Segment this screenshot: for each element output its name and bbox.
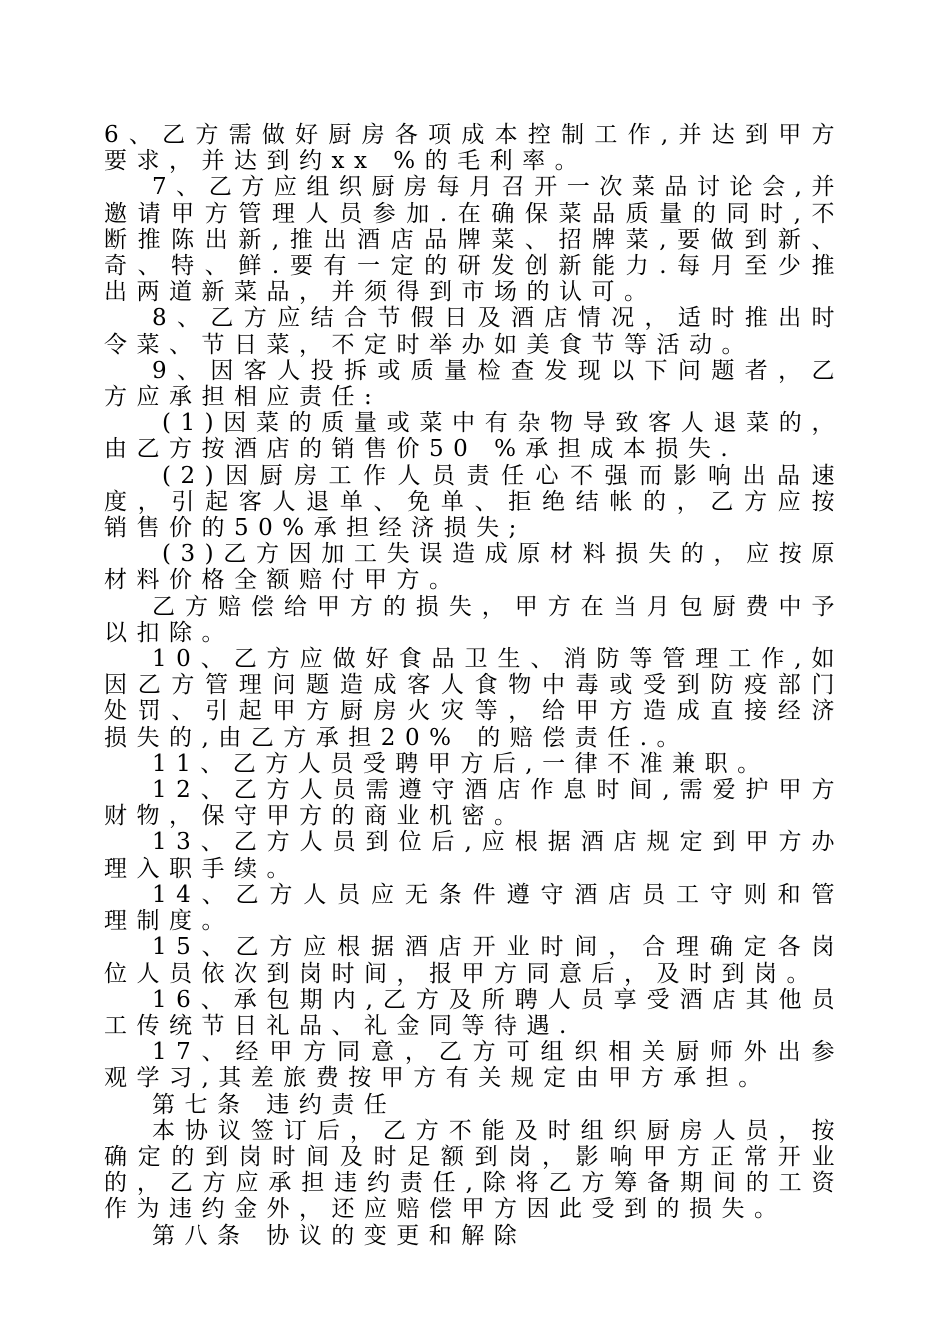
clause-11: 11、乙方人员受聘甲方后,一律不准兼职。 (152, 750, 770, 777)
clause-9-deduction: 乙方赔偿给甲方的损失，甲方在当月包厨费中予以扣除。 (104, 593, 844, 646)
clause-16: 16、承包期内,乙方及所聘人员享受酒店其他员工传统节日礼品、礼金同等待遇. (104, 986, 844, 1039)
article-7-body: 本协议签订后，乙方不能及时组织厨房人员，按确定的到岗时间及时足额到岗，影响甲方正常开业的，乙方应承担违约责任,除将乙方筹备期间的工资作为违约金外，还应赔偿甲方因此受到的损失。 (104, 1117, 844, 1223)
clause-9: 9、因客人投拆或质量检查发现以下问题者，乙方应承担相应责任: (104, 357, 844, 411)
clause-10: 10、乙方应做好食品卫生、消防等管理工作,如因乙方管理问题造成客人食物中毒或受到防疫部门处罚、引起甲方厨房火灾等，给甲方造成直接经济损失的,由乙方承担20% 的赔偿责任.。 (104, 646, 844, 751)
clause-6: 6、乙方需做好厨房各项成本控制工作,并达到甲方要求，并达到约xx %的毛利率。 (104, 122, 844, 175)
clause-8: 8、乙方应结合节假日及酒店情况，适时推出时令菜、节日菜，不定时举办如美食节等活动。 (104, 305, 844, 358)
clause-9-item-2: (2)因厨房工作人员责任心不强而影响出品速度，引起客人退单、免单、拒绝结帐的，乙方应按销售价的50%承担经济损失; (104, 462, 844, 542)
clause-7: 7、乙方应组织厨房每月召开一次菜品讨论会,并邀请甲方管理人员参加.在确保菜品质量的同时,不断推陈出新,推出酒店品牌菜、招牌菜,要做到新、奇、特、鲜.要有一定的研发创新能力.每月至少推出两道新菜品，并须得到市场的认可。 (104, 174, 844, 306)
clause-17: 17、经甲方同意，乙方可组织相关厨师外出参观学习,其差旅费按甲方有关规定由甲方承担。 (104, 1039, 844, 1092)
article-8-heading: 第八条 协议的变更和解除 (152, 1222, 527, 1249)
clause-12: 12、乙方人员需遵守酒店作息时间,需爱护甲方财物，保守甲方的商业机密。 (104, 777, 844, 830)
clause-9-item-3: (3)乙方因加工失误造成原材料损失的，应按原材料价格全额赔付甲方。 (104, 541, 844, 594)
clause-13: 13、乙方人员到位后,应根据酒店规定到甲方办理入职手续。 (104, 829, 844, 882)
clause-14: 14、乙方人员应无条件遵守酒店员工守则和管理制度。 (104, 881, 844, 935)
clause-9-item-1: (1)因菜的质量或菜中有杂物导致客人退菜的，由乙方按酒店的销售价50 %承担成本损失. (104, 410, 844, 463)
contract-body (104, 122, 844, 1249)
article-7-heading: 第七条 违约责任 (152, 1091, 397, 1118)
clause-15: 15、乙方应根据酒店开业时间，合理确定各岗位人员依次到岗时间，报甲方同意后，及时到岗。 (104, 934, 844, 987)
